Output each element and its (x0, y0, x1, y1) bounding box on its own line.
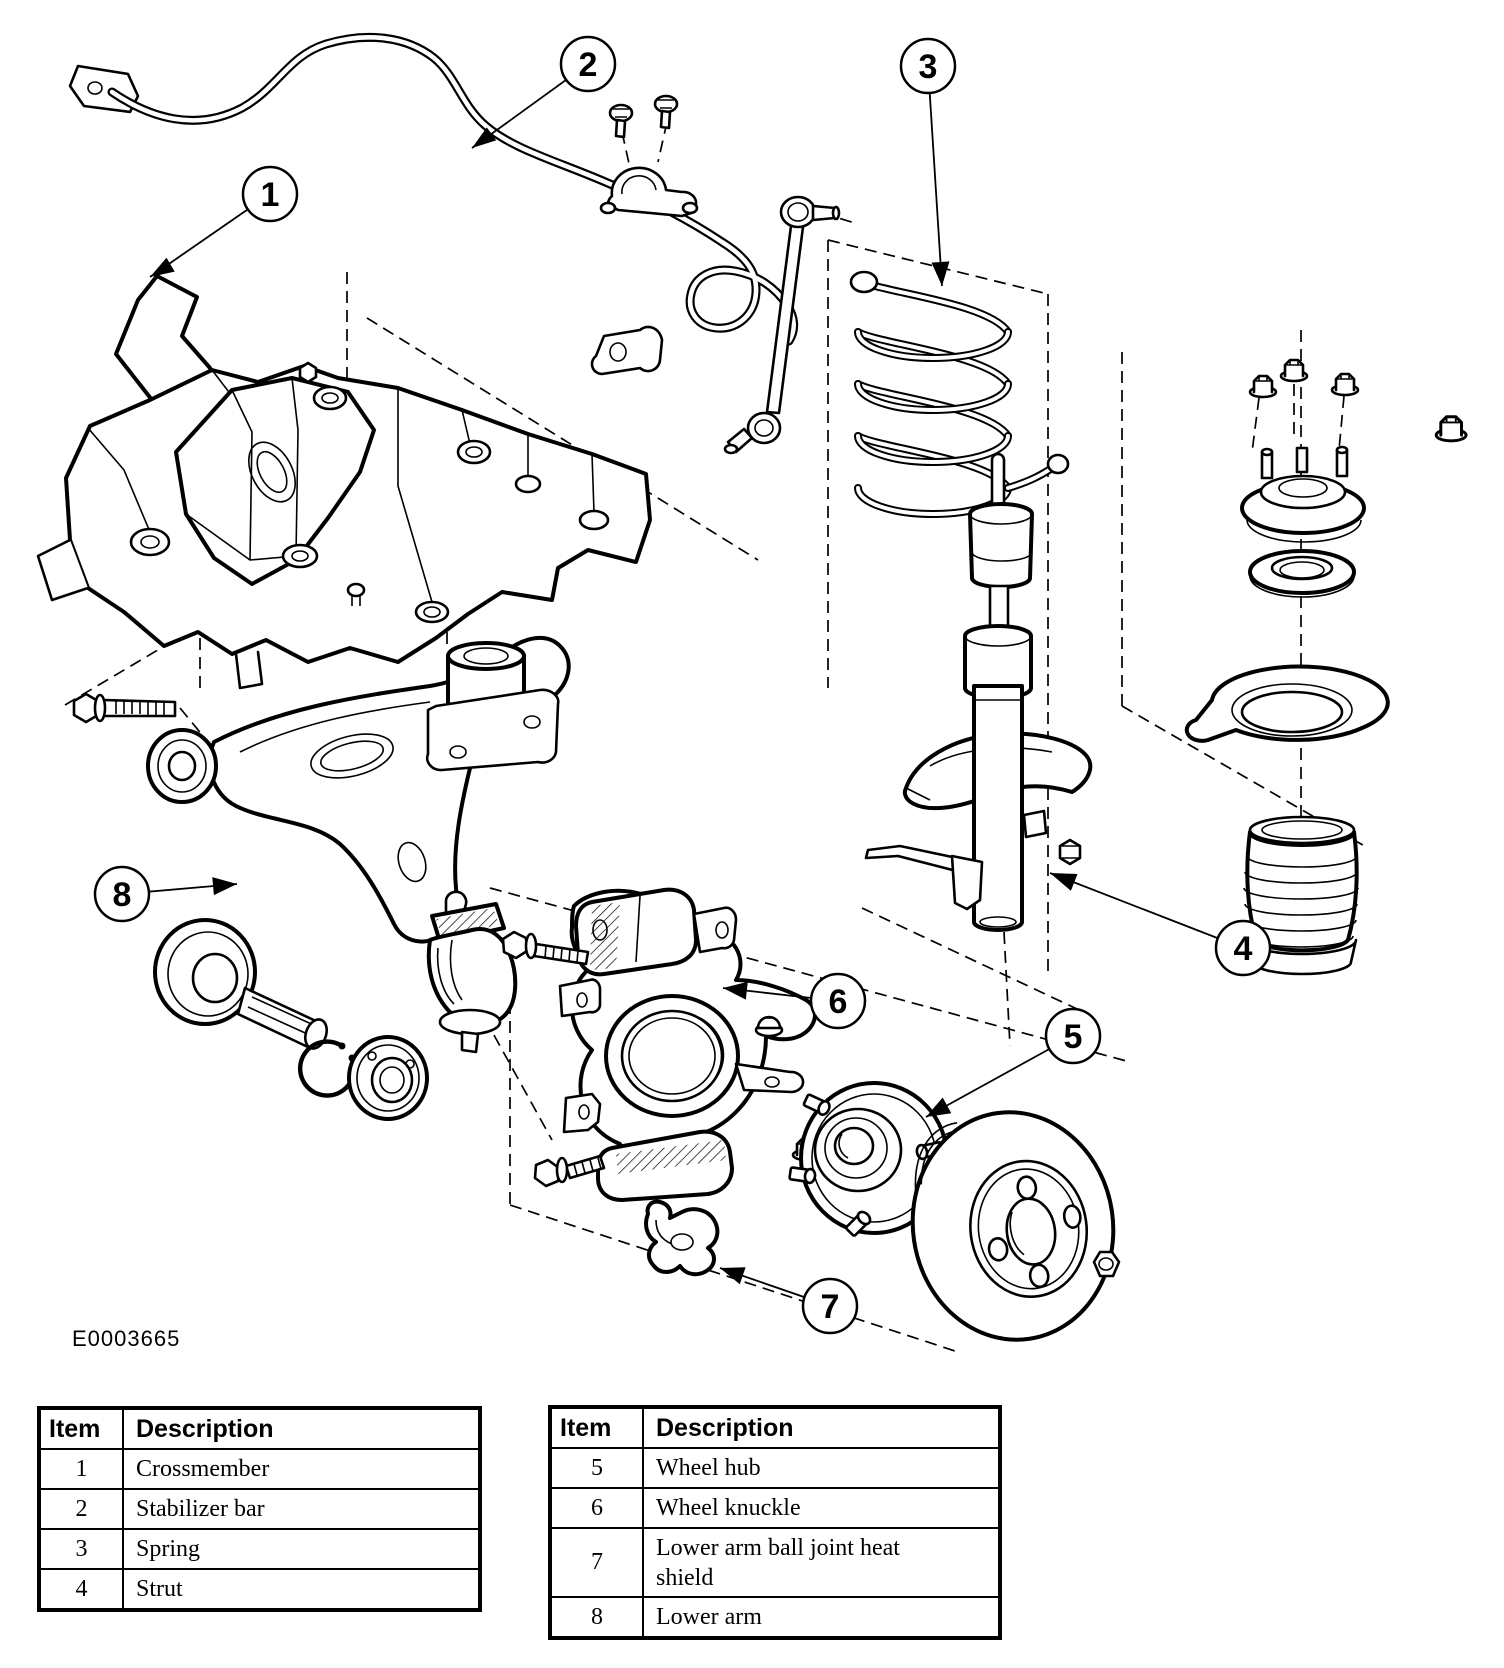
column-header-description: Description (643, 1407, 1000, 1448)
callout-5 (926, 1009, 1100, 1117)
item-description: Spring (123, 1529, 480, 1569)
callout-3 (901, 39, 955, 286)
item-description: Wheel hub (643, 1448, 1000, 1488)
axle-nut-icon (1094, 1252, 1119, 1276)
item-number: 3 (39, 1529, 123, 1569)
item-description: Lower arm (643, 1597, 1000, 1638)
table-row (550, 1448, 1000, 1488)
strut-top-mount-drawing (1242, 447, 1364, 542)
table-row (39, 1529, 480, 1569)
item-description: Wheel knuckle (643, 1488, 1000, 1528)
column-header-item: Item (39, 1408, 123, 1449)
coil-spring-drawing (851, 272, 1068, 514)
callout-4 (1050, 873, 1270, 975)
parts-table-items-1-4 (37, 1406, 482, 1612)
svg-text:7: 7 (820, 1288, 840, 1326)
item-description: Lower arm ball joint heat shield (643, 1528, 1000, 1597)
table-row (39, 1569, 480, 1610)
dome-nut-icon (756, 1017, 782, 1036)
svg-text:2: 2 (578, 46, 598, 84)
item-number: 4 (39, 1569, 123, 1610)
callout-8 (95, 867, 237, 921)
svg-text:5: 5 (1063, 1018, 1083, 1056)
table-row (39, 1449, 480, 1489)
item-number: 6 (550, 1488, 643, 1528)
spring-seat-bearing-drawing (1250, 551, 1354, 597)
ball-joint-drawing (429, 892, 515, 1052)
table-row (550, 1597, 1000, 1638)
strut-mount-kit-drawing (1187, 360, 1466, 974)
item-number: 5 (550, 1448, 643, 1488)
item-number: 7 (550, 1528, 643, 1597)
item-number: 2 (39, 1489, 123, 1529)
cv-joint-drawing (155, 920, 331, 1052)
knuckle-bolt-icon (535, 1156, 604, 1186)
svg-text:8: 8 (112, 876, 132, 914)
table-row (39, 1489, 480, 1529)
svg-text:4: 4 (1233, 930, 1253, 968)
item-number: 8 (550, 1597, 643, 1638)
item-number: 1 (39, 1449, 123, 1489)
heat-shield-drawing (646, 1202, 717, 1275)
strut-drawing (866, 454, 1090, 930)
lower-arm-bolt-icon (74, 694, 175, 722)
upper-spring-seat-drawing (1187, 667, 1388, 741)
table-header-row (39, 1408, 480, 1449)
table-row (550, 1488, 1000, 1528)
figure-code: E0003665 (72, 1326, 181, 1351)
lower-arm-drawing (74, 638, 569, 1119)
svg-text:1: 1 (260, 176, 280, 214)
svg-text:6: 6 (828, 983, 848, 1021)
snap-ring-icon (300, 1042, 355, 1096)
stabilizer-clamp-icon (601, 168, 697, 216)
svg-text:3: 3 (918, 48, 938, 86)
item-description: Crossmember (123, 1449, 480, 1489)
wheel-knuckle-drawing (503, 890, 819, 1200)
item-description: Stabilizer bar (123, 1489, 480, 1529)
item-description: Strut (123, 1569, 480, 1610)
wheel-bearing-drawing (349, 1037, 427, 1119)
crossmember-drawing (38, 276, 650, 688)
clamp-bolt-icon (610, 96, 677, 137)
column-header-item: Item (550, 1407, 643, 1448)
table-header-row (550, 1407, 1000, 1448)
parts-table-items-5-8 (548, 1405, 1002, 1640)
callout-1 (150, 167, 297, 277)
callout-7 (720, 1267, 857, 1333)
column-header-description: Description (123, 1408, 480, 1449)
table-row (550, 1528, 1000, 1597)
